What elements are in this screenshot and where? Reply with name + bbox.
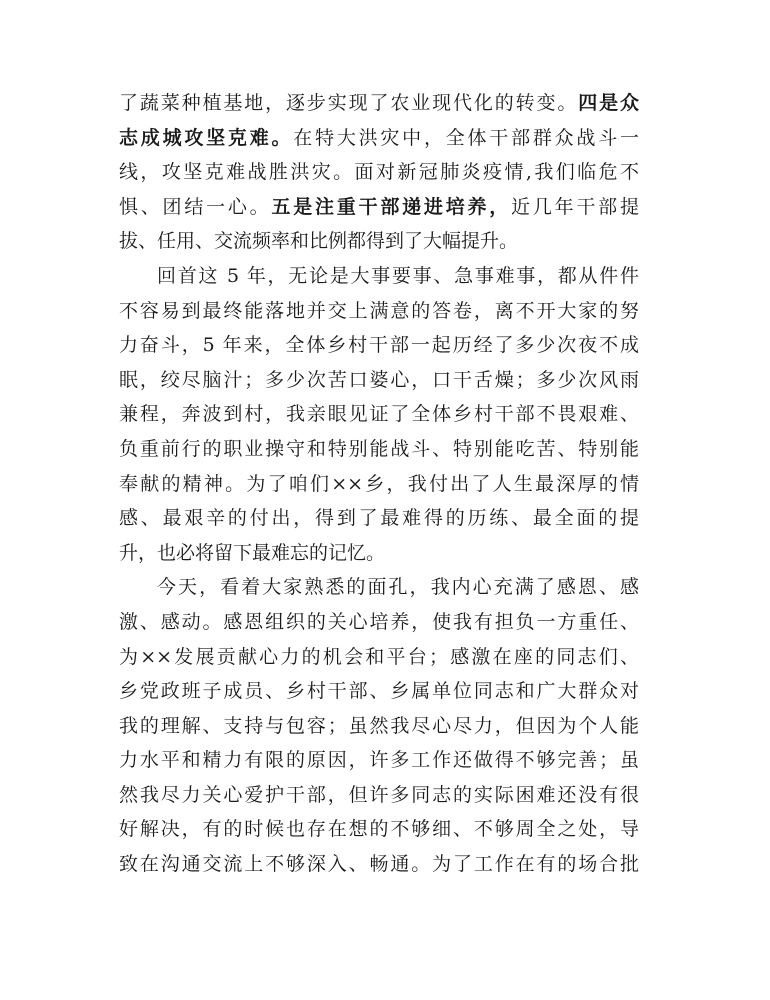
paragraph-1-line-4 bbox=[119, 190, 639, 225]
paragraph-1-line-3: 线，攻坚克难战胜洪灾。面对新冠肺炎疫情,我们临危不 bbox=[119, 161, 639, 184]
paragraph-3-line-6: 力水平和精力有限的原因，许多工作还做得不够完善；虽 bbox=[119, 749, 639, 772]
paragraph-1-line-1 bbox=[119, 86, 639, 121]
paragraph-2-line-9: 升，也必将留下最难忘的记忆。 bbox=[119, 541, 386, 564]
paragraph-2-line-6: 负重前行的职业操守和特别能战斗、特别能吃苦、特别能 bbox=[119, 437, 639, 460]
text-span: 惧、团结一心。 bbox=[119, 195, 272, 218]
paragraph-2-line-1: 回首这 5 年，无论是大事要事、急事难事，都从件件 bbox=[157, 264, 639, 287]
text-span: 近几年干部提 bbox=[511, 195, 639, 218]
paragraph-2-line-8: 感、最艰辛的付出，得到了最难得的历练、最全面的提 bbox=[119, 507, 639, 530]
paragraph-3-line-7: 然我尽力关心爱护干部，但许多同志的实际困难还没有很 bbox=[119, 783, 639, 806]
paragraph-1-line-2 bbox=[119, 121, 639, 156]
bold-heading-span: 志成城攻坚克难。 bbox=[119, 126, 294, 149]
paragraph-3-line-8: 好解决，有的时候也存在想的不够细、不够周全之处，导 bbox=[119, 818, 639, 841]
document-body bbox=[119, 86, 639, 882]
paragraph-3-line-9: 致在沟通交流上不够深入、畅通。为了工作在有的场合批 bbox=[119, 853, 639, 876]
text-span: 了蔬菜种植基地，逐步实现了农业现代化的转变。 bbox=[119, 92, 579, 114]
paragraph-2-line-3: 力奋斗，5 年来，全体乡村干部一起历经了多少次夜不成 bbox=[119, 334, 639, 357]
paragraph-3-line-3: 为××发展贡献心力的机会和平台；感激在座的同志们、 bbox=[119, 645, 639, 668]
paragraph-3-line-1: 今天，看着大家熟悉的面孔，我内心充满了感恩、感 bbox=[157, 576, 639, 599]
paragraph-1-line-5: 拔、任用、交流频率和比例都得到了大幅提升。 bbox=[119, 230, 519, 253]
paragraph-2-line-5: 兼程，奔波到村，我亲眼见证了全体乡村干部不畏艰难、 bbox=[119, 403, 639, 426]
bold-heading-span: 五是注重干部递进培养， bbox=[271, 195, 512, 218]
paragraph-3-line-5: 我的理解、支持与包容；虽然我尽心尽力，但因为个人能 bbox=[119, 714, 639, 737]
paragraph-3-line-4: 乡党政班子成员、乡村干部、乡属单位同志和广大群众对 bbox=[119, 680, 639, 703]
bold-heading-span: 四是众 bbox=[578, 92, 639, 114]
paragraph-3-line-2: 激、感动。感恩组织的关心培养，使我有担负一方重任、 bbox=[119, 610, 639, 633]
paragraph-2-line-7: 奉献的精神。为了咱们××乡，我付出了人生最深厚的情 bbox=[119, 472, 639, 495]
paragraph-2-line-2: 不容易到最终能落地并交上满意的答卷，离不开大家的努 bbox=[119, 299, 639, 322]
paragraph-2-line-4: 眠，绞尽脑汁；多少次苦口婆心，口干舌燥；多少次风雨 bbox=[119, 368, 639, 391]
text-span: 在特大洪灾中，全体干部群众战斗一 bbox=[293, 126, 639, 149]
